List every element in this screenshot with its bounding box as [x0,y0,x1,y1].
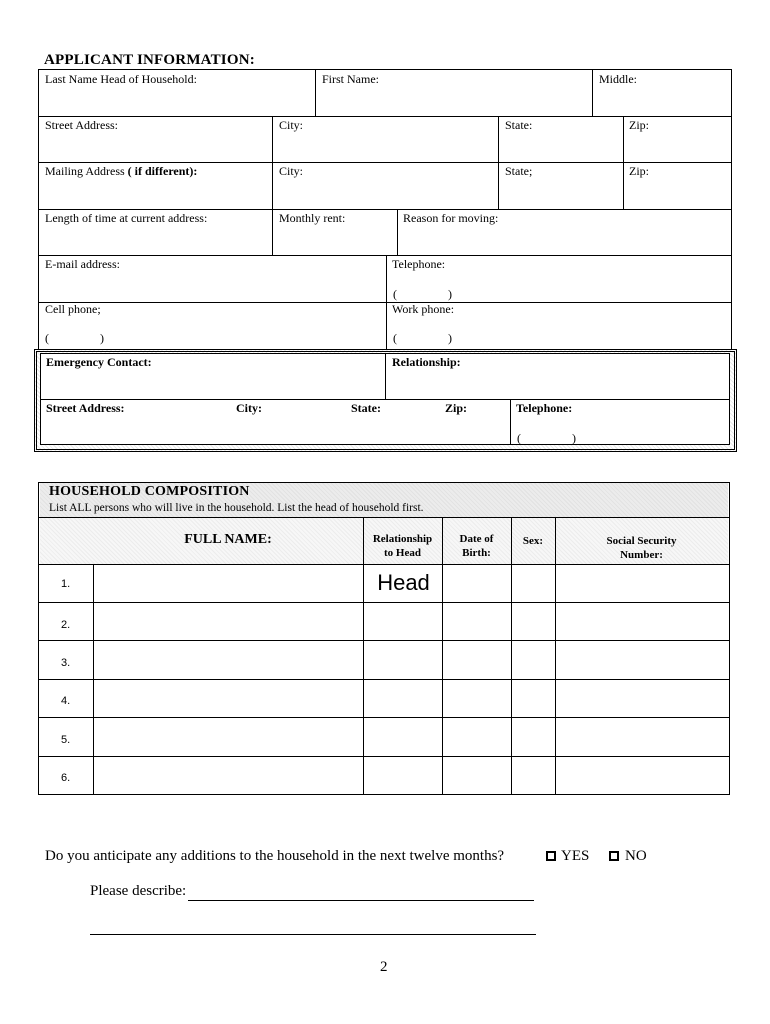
household-section-title: HOUSEHOLD COMPOSITION [49,484,250,499]
describe-line-2[interactable] [90,934,536,935]
table-row [40,680,728,717]
first-name-label: First Name: [322,72,379,86]
emergency-street-label: Street Address: [46,401,125,415]
ssn-cell[interactable] [557,718,728,756]
emergency-contact-label: Emergency Contact: [46,355,152,369]
sex-cell[interactable] [513,757,555,793]
emergency-state-label: State: [351,401,381,415]
last-name-label: Last Name Head of Household: [45,72,197,86]
dob-header-line2: Birth: [462,547,491,559]
table-row [40,757,728,793]
applicant-section-title: APPLICANT INFORMATION: [44,52,255,68]
full-name-cell[interactable] [95,603,363,640]
sex-cell[interactable] [513,603,555,640]
household-instructions: List ALL persons who will live in the household. List the head of household first. [49,502,424,514]
sex-cell[interactable] [513,680,555,717]
ssn-cell[interactable] [557,641,728,679]
row-number: 4. [61,695,71,707]
sex-cell[interactable] [513,718,555,756]
relationship-label: Relationship: [392,355,461,369]
mailing-city-field[interactable] [273,163,497,208]
dob-cell[interactable] [444,641,511,679]
ssn-header-line2: Number: [620,549,663,561]
row-divider [38,517,730,518]
relationship-cell[interactable] [365,680,442,717]
ssn-header-line1: Social Security [606,535,677,547]
dob-column-header [442,532,511,560]
row-number: 3. [61,657,71,669]
ssn-cell[interactable] [557,603,728,640]
full-name-cell[interactable] [95,565,363,602]
mailing-address-label [45,164,197,179]
telephone-label: Telephone: [392,257,446,271]
cell-phone-label: Cell phone; [45,302,101,316]
monthly-rent-label: Monthly rent: [279,211,346,225]
dob-header-line1: Date of [459,533,494,545]
table-row [40,641,728,679]
work-phone-label: Work phone: [392,302,455,316]
cell-phone-paren: ( ) [45,331,104,345]
yes-checkbox[interactable] [546,851,556,861]
describe-line-1[interactable] [188,900,534,901]
yes-label: YES [561,848,590,864]
relationship-cell[interactable] [365,757,442,793]
full-name-cell[interactable] [95,718,363,756]
work-phone-paren: ( ) [393,331,452,345]
dob-cell[interactable] [444,565,511,602]
mailing-city-label: City: [279,164,304,178]
ssn-cell[interactable] [557,680,728,717]
zip-label: Zip: [629,118,649,132]
row-number: 5. [61,734,71,746]
row-number: 1. [61,578,71,590]
ssn-cell[interactable] [557,757,728,793]
relationship-header-line2: to Head [384,547,421,559]
emergency-zip-label: Zip: [445,401,468,415]
page-number: 2 [380,959,388,975]
city-label: City: [279,118,304,132]
full-name-column-header: FULL NAME: [184,532,272,547]
additions-question: Do you anticipate any additions to the household in the next twelve months? [45,848,505,864]
relationship-column-header [363,532,442,560]
dob-cell[interactable] [444,757,511,793]
no-checkbox[interactable] [609,851,619,861]
street-address-label: Street Address: [45,118,118,132]
city-field[interactable] [273,117,497,162]
state-label: State: [505,118,533,132]
full-name-cell[interactable] [95,641,363,679]
mailing-zip-label: Zip: [629,164,649,178]
mailing-address-text: Mailing Address [45,164,128,178]
middle-name-label: Middle: [599,72,637,86]
telephone-paren: ( ) [393,287,452,301]
emergency-telephone-label: Telephone: [516,401,573,415]
table-row [40,603,728,640]
reason-for-moving-label: Reason for moving: [403,211,499,225]
no-label: NO [625,848,647,864]
relationship-cell[interactable] [365,603,442,640]
relationship-cell[interactable]: Head [377,570,430,595]
table-row [40,718,728,756]
relationship-cell[interactable] [365,641,442,679]
ssn-cell[interactable] [557,565,728,602]
ssn-column-header [555,534,728,562]
sex-column-header: Sex: [522,535,544,547]
emergency-city-label: City: [236,401,262,415]
please-describe-label: Please describe: [90,883,187,899]
row-number: 2. [61,619,71,631]
table-row [40,565,728,602]
length-of-time-label: Length of time at current address: [45,211,208,225]
full-name-cell[interactable] [95,757,363,793]
row-number: 6. [61,772,71,784]
mailing-if-different-text: ( if different): [127,164,198,178]
dob-cell[interactable] [444,603,511,640]
relationship-cell[interactable] [365,718,442,756]
sex-cell[interactable] [513,641,555,679]
full-name-cell[interactable] [95,680,363,717]
emergency-telephone-paren: ( ) [517,431,576,445]
relationship-header-line1: Relationship [372,533,433,545]
dob-cell[interactable] [444,680,511,717]
sex-cell[interactable] [513,565,555,602]
dob-cell[interactable] [444,718,511,756]
email-label: E-mail address: [45,257,120,271]
mailing-state-label: State; [505,164,533,178]
